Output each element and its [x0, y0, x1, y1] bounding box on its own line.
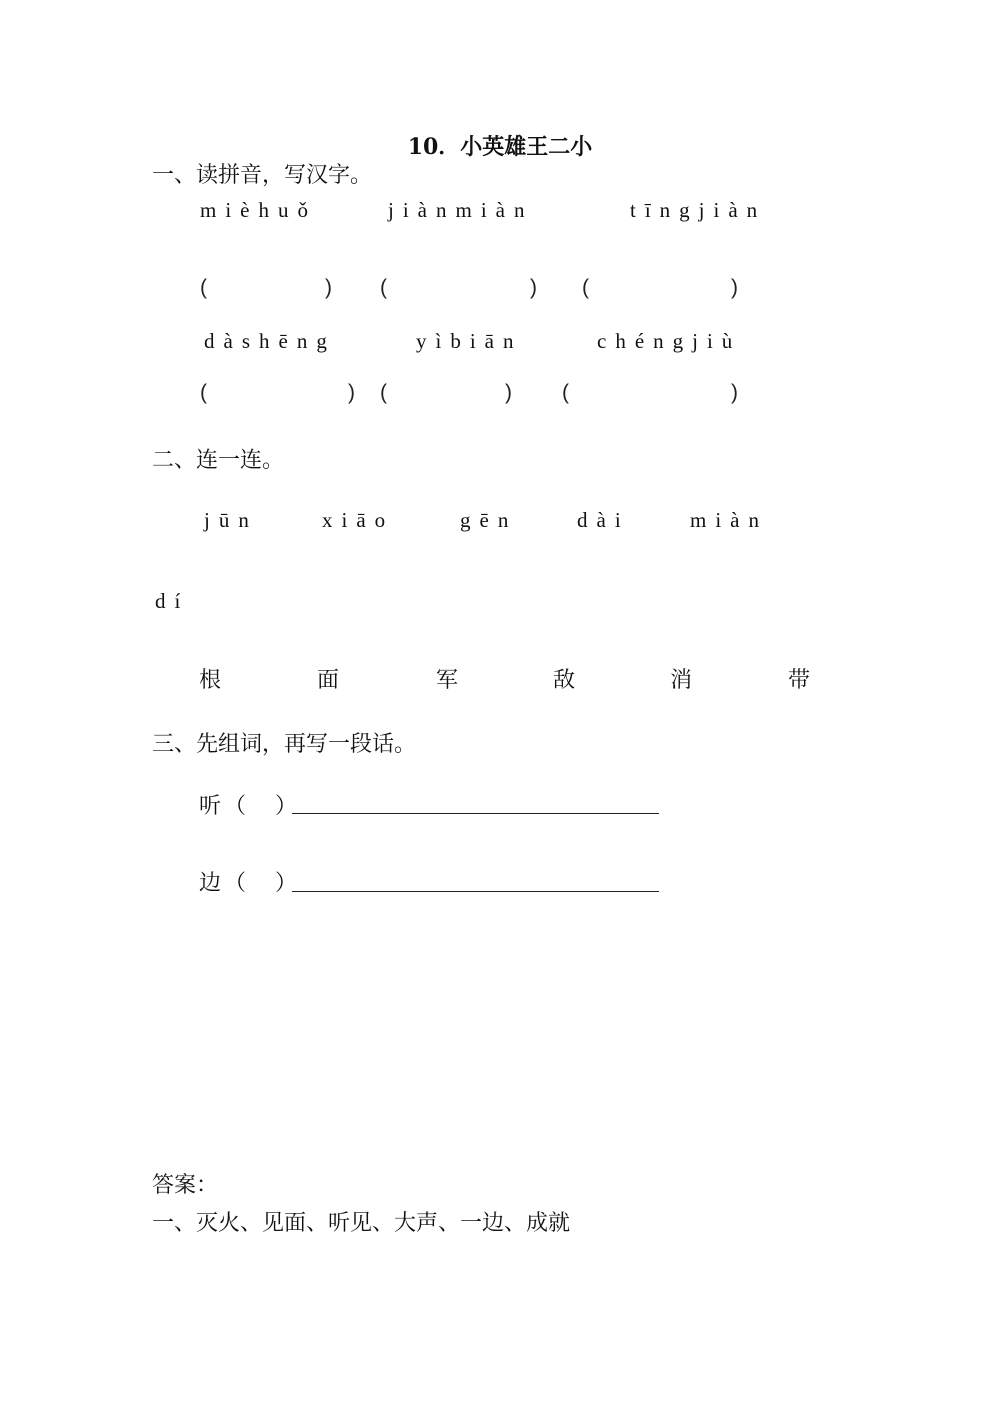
char-xiao[interactable]: 消	[670, 668, 693, 693]
answer-blank-4-close: )	[348, 381, 355, 404]
pinyin-da-sheng: dàshēng	[204, 329, 336, 353]
pinyin-yi-bian: yìbiān	[416, 329, 523, 353]
answer-blank-6-close: )	[731, 381, 738, 404]
answer-blank-4-open[interactable]: (	[200, 381, 207, 404]
pinyin-ting-jian: tīngjiàn	[630, 198, 767, 222]
answer-blank-3-close: )	[731, 276, 738, 299]
char-jun[interactable]: 军	[436, 668, 459, 693]
word-char-ting: 听	[199, 794, 222, 819]
answer-blank-5-open[interactable]: (	[380, 381, 387, 404]
char-mian[interactable]: 面	[317, 668, 340, 693]
char-di[interactable]: 敌	[553, 668, 576, 693]
word-blank-bian[interactable]: （ ）	[224, 871, 297, 896]
answer-blank-2-close: )	[530, 276, 537, 299]
answer-blank-2-open[interactable]: (	[380, 276, 387, 299]
answer-blank-1-close: )	[325, 276, 332, 299]
answers-line-1: 一、灭火、见面、听见、大声、一边、成就	[152, 1211, 571, 1236]
section-3-heading: 三、先组词，再写一段话。	[152, 732, 417, 757]
pinyin-di: dí	[155, 589, 190, 613]
sentence-line-ting[interactable]	[292, 813, 659, 814]
pinyin-gen: gēn	[460, 508, 518, 532]
pinyin-dai: dài	[577, 508, 630, 532]
char-dai[interactable]: 带	[788, 668, 811, 693]
answer-blank-5-close: )	[505, 381, 512, 404]
pinyin-jian-mian: jiànmiàn	[388, 198, 534, 222]
answer-blank-1-open[interactable]: (	[200, 276, 207, 299]
pinyin-xiao: xiāo	[322, 508, 395, 532]
sentence-line-bian[interactable]	[292, 891, 659, 892]
answers-label: 答案：	[152, 1173, 219, 1198]
word-char-bian: 边	[199, 871, 222, 896]
word-blank-ting[interactable]: （ ）	[224, 794, 297, 819]
section-1-heading: 一、读拼音，写汉字。	[152, 163, 373, 188]
char-gen[interactable]: 根	[199, 668, 222, 693]
answer-blank-3-open[interactable]: (	[582, 276, 589, 299]
pinyin-mie-huo: mièhuǒ	[200, 198, 317, 222]
answer-blank-6-open[interactable]: (	[562, 381, 569, 404]
page-title: 10．小英雄王二小	[407, 134, 593, 160]
pinyin-jun: jūn	[204, 508, 258, 532]
pinyin-mian: miàn	[690, 508, 768, 532]
section-2-heading: 二、连一连。	[152, 448, 285, 473]
pinyin-cheng-jiu: chéngjiù	[597, 329, 742, 353]
